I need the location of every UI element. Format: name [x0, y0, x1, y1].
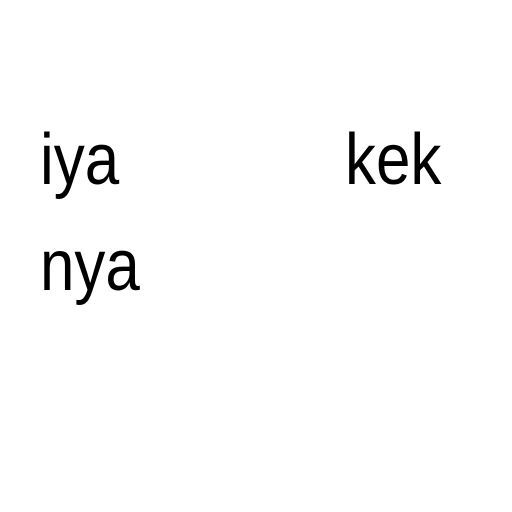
word-kek: kek — [345, 120, 442, 200]
word-nya: nya — [40, 226, 140, 306]
word-iya: iya — [40, 120, 120, 200]
